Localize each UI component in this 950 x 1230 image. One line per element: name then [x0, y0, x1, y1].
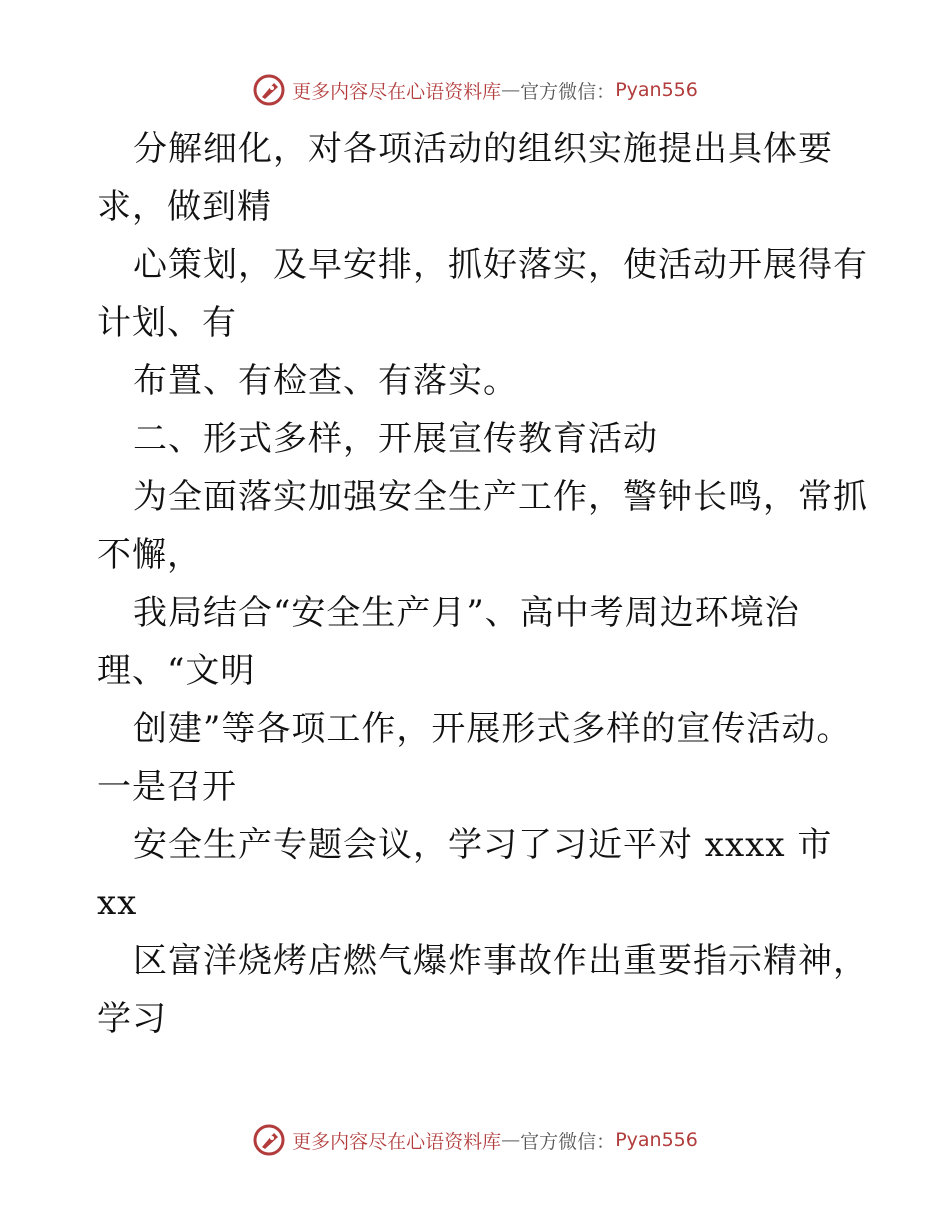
text-line: 区富洋烧烤店燃气爆炸事故作出重要指示精神， [133, 941, 868, 981]
text-line: 布置、有检查、有落实。 [133, 361, 518, 401]
text-line: 不懈， [97, 535, 202, 575]
text-line: 我局结合“安全生产月”、高中考周边环境治 [133, 593, 800, 633]
watermark-dash: — [501, 79, 521, 101]
watermark-dash: — [501, 1129, 521, 1151]
watermark-side-text: 官方微信： [520, 80, 616, 103]
text-line: 一是召开 [97, 767, 237, 807]
watermark-footer [0, 1122, 950, 1158]
text-line: 理、“文明 [97, 651, 256, 691]
watermark-main-text: 更多内容尽在心语资料库 [292, 1130, 502, 1153]
text-line: 求，做到精 [97, 187, 272, 227]
watermark-id: Pyan556 [615, 1129, 698, 1151]
pen-nib-circle-icon [252, 1123, 286, 1157]
pen-nib-circle-icon [252, 73, 286, 107]
section-heading: 二、形式多样，开展宣传教育活动 [133, 419, 658, 459]
text-line: 计划、有 [97, 303, 237, 343]
text-line: 心策划，及早安排，抓好落实，使活动开展得有 [133, 245, 868, 285]
text-line: 创建”等各项工作，开展形式多样的宣传活动。 [133, 709, 852, 749]
watermark-side-text: 官方微信： [520, 1130, 616, 1153]
watermark-header [0, 72, 950, 108]
text-line: 分解细化，对各项活动的组织实施提出具体要 [133, 129, 833, 169]
text-line: xx [97, 883, 138, 923]
text-line: 学习 [97, 999, 167, 1039]
watermark-id: Pyan556 [615, 79, 698, 101]
text-line: 为全面落实加强安全生产工作，警钟长鸣，常抓 [133, 477, 868, 517]
watermark-main-text: 更多内容尽在心语资料库 [292, 80, 502, 103]
text-line: 安全生产专题会议，学习了习近平对 xxxx 市 [133, 825, 833, 865]
